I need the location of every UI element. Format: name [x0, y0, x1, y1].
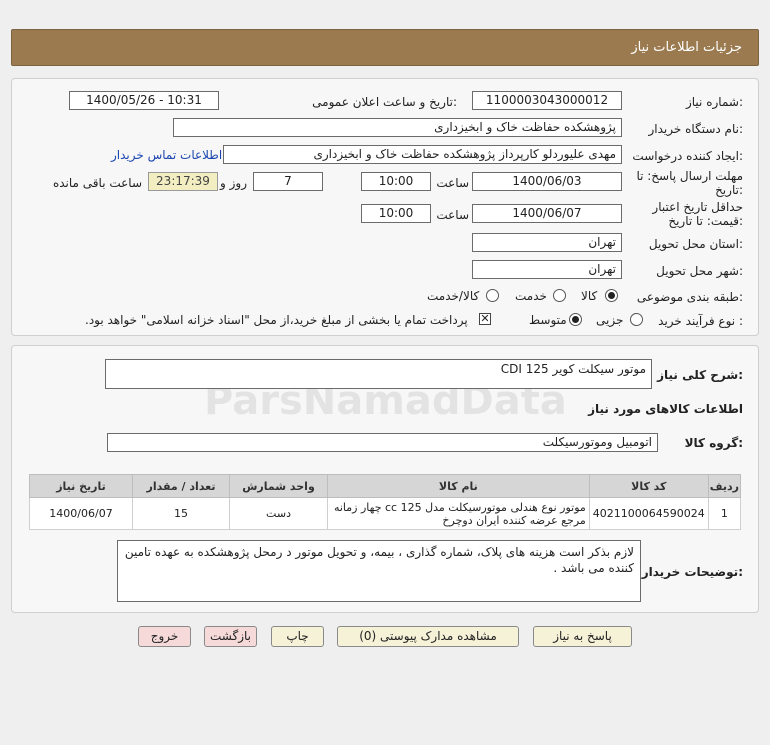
- remaining-time-field: 23:17:39: [148, 172, 218, 191]
- need-number-label: شماره نیاز:: [685, 95, 743, 109]
- buyer-notes-field: لازم بذکر است هزینه های پلاک، شماره گذاری ، بیمه، و تحویل موتور د رمحل پژوهشکده به عهده تامین کننده می باشد .: [117, 540, 641, 602]
- process-option-medium: متوسط: [529, 313, 567, 327]
- reply-button[interactable]: پاسخ به نیاز: [533, 626, 632, 647]
- deadline-date-field: 1400/06/03: [472, 172, 622, 191]
- goods-info-title: اطلاعات کالاهای مورد نیاز: [588, 402, 743, 416]
- summary-field: موتور سیکلت کویر 125 CDI: [105, 359, 652, 389]
- need-number-field: 1100003043000012: [472, 91, 622, 110]
- cell-index: 1: [708, 498, 740, 530]
- validity-date-field: 1400/06/07: [472, 204, 622, 223]
- announce-field: 1400/05/26 - 10:31: [69, 91, 219, 110]
- buyer-field: پژوهشکده حفاظت خاک و ابخیزداری: [173, 118, 622, 137]
- category-radio-goods-service[interactable]: [486, 289, 499, 302]
- goods-table-header: [30, 475, 741, 498]
- category-radio-service[interactable]: [553, 289, 566, 302]
- category-label: طبقه بندی موضوعی:: [636, 290, 743, 304]
- validity-time-label: ساعت: [436, 208, 469, 222]
- process-radio-minor[interactable]: [630, 313, 643, 326]
- cell-date: 1400/06/07: [30, 498, 133, 530]
- validity-label: حداقل تاریخ اعتبار: [652, 200, 743, 214]
- treasury-payment-note: پرداخت تمام یا بخشی از مبلغ خرید،از محل "اسناد خزانه اسلامی" خواهد بود.: [85, 313, 468, 327]
- province-field: تهران: [472, 233, 622, 252]
- col-name: نام کالا: [327, 475, 589, 498]
- category-radio-goods[interactable]: [605, 289, 618, 302]
- col-qty: تعداد / مقدار: [133, 475, 230, 498]
- province-label: استان محل تحویل:: [648, 237, 743, 251]
- back-button[interactable]: بازگشت: [204, 626, 257, 647]
- category-option-service: خدمت: [515, 289, 547, 303]
- process-radio-medium[interactable]: [569, 313, 582, 326]
- buyer-contact-link[interactable]: اطلاعات تماس خریدار: [111, 148, 223, 162]
- category-option-goods: کالا: [581, 289, 598, 303]
- deadline-time-field: 10:00: [361, 172, 431, 191]
- process-option-minor: جزیی: [596, 313, 624, 327]
- col-code: کد کالا: [589, 475, 708, 498]
- view-attachments-button[interactable]: مشاهده مدارک پیوستی (0): [337, 626, 519, 647]
- print-button[interactable]: چاپ: [271, 626, 324, 647]
- process-label: نوع فرآیند خرید :: [658, 314, 743, 328]
- goods-table: [29, 474, 741, 530]
- cell-name: موتور نوع هندلی موتورسیکلت مدل 125 cc چهار زمانه مرجع عرضه کننده ایران دوچرخ: [327, 498, 589, 530]
- treasury-payment-checkbox[interactable]: ✕: [480, 312, 490, 325]
- goods-group-label: گروه کالا:: [684, 436, 743, 450]
- col-index: ردیف: [708, 475, 740, 498]
- validity-label-date: قیمت: تا تاریخ:: [668, 214, 743, 228]
- cell-qty: 15: [133, 498, 230, 530]
- category-option-goods-service: کالا/خدمت: [427, 289, 480, 303]
- summary-label: شرح کلی نیاز:: [657, 368, 743, 382]
- buyer-label: نام دستگاه خریدار:: [648, 122, 743, 136]
- creator-label: ایجاد کننده درخواست:: [632, 149, 743, 163]
- days-remaining-field: 7: [253, 172, 323, 191]
- col-date: تاریخ نیاز: [30, 475, 133, 498]
- announce-label: تاریخ و ساعت اعلان عمومی:: [312, 95, 457, 109]
- exit-button[interactable]: خروج: [138, 626, 191, 647]
- city-label: شهر محل تحویل:: [656, 264, 743, 278]
- deadline-time-label: ساعت: [436, 176, 469, 190]
- cell-unit: دست: [230, 498, 328, 530]
- city-field: تهران: [472, 260, 622, 279]
- cell-code: 4021100064590024: [589, 498, 708, 530]
- buyer-notes-label: توضیحات خریدار:: [641, 565, 743, 579]
- deadline-label: مهلت ارسال پاسخ: تا: [636, 169, 743, 183]
- col-unit: واحد شمارش: [230, 475, 328, 498]
- validity-time-field: 10:00: [361, 204, 431, 223]
- remaining-label: ساعت باقی مانده: [52, 176, 142, 190]
- days-label: روز و: [220, 176, 247, 190]
- table-row: [30, 498, 741, 530]
- deadline-label-date: تاریخ:: [715, 183, 743, 197]
- goods-group-field: اتومبیل وموتورسیکلت: [107, 433, 658, 452]
- creator-field: مهدی علیوردلو کارپرداز پژوهشکده حفاظت خاک و ابخیزداری: [223, 145, 622, 164]
- page-header: جزئیات اطلاعات نیاز: [11, 29, 759, 66]
